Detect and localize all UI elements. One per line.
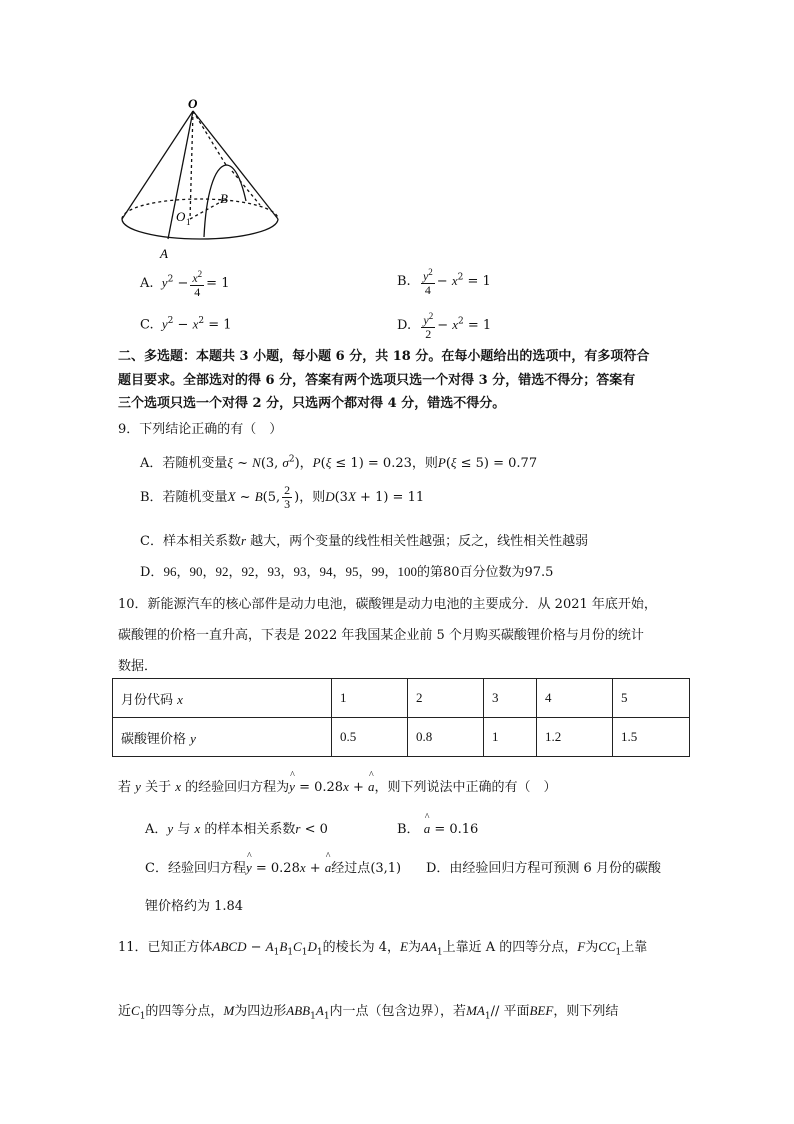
q8-option-b: B. $\frac{y^2}{4}$ − $x^2 = 1$ xyxy=(397,267,491,297)
label-B: B xyxy=(220,191,228,206)
q10-option-c: C．经验回归方程^ y = 0.28x + ^ a经过点(3,1) xyxy=(145,857,401,876)
table-cell: 3 xyxy=(484,679,537,718)
hidden-line-1 xyxy=(193,111,226,165)
q9-option-a: A．若随机变量ξ ~ N(3, $\sigma^2$)，P(ξ ≤ 1) = 0.23，则P(ξ ≤ 5) = 0.77 xyxy=(140,454,538,471)
option-letter: B. xyxy=(397,274,411,289)
q10-line2: 碳酸锂的价格一直升高，下表是 2022 年我国某企业前 5 个月购买碳酸锂价格与月份的统计 xyxy=(118,628,644,643)
section2-line3: 三个选项只选一个对得 2 分，只选两个都对得 4 分，错选不得分。 xyxy=(118,396,506,411)
label-A: A xyxy=(160,246,168,261)
q9-stem: 9．下列结论正确的有（ ） xyxy=(118,422,283,437)
table-cell: 0.5 xyxy=(332,718,408,757)
option-letter: A. xyxy=(140,276,154,291)
table-cell: 1 xyxy=(332,679,408,718)
q10-option-a: A．y 与 x 的样本相关系数r < 0 xyxy=(145,821,328,837)
q8-option-d: D. $\frac{y^2}{2}$ − $x^2 = 1$ xyxy=(397,311,492,341)
table-cell: 4 xyxy=(537,679,613,718)
label-O1: O xyxy=(176,209,186,224)
table-cell: 2 xyxy=(408,679,484,718)
q10-option-d-cont: 锂价格约为 1.84 xyxy=(145,899,244,914)
table-header-cell: 碳酸锂价格 y xyxy=(113,718,332,757)
q11-line2: 近$C_1$的四等分点，M为四边形$ABB_1A_1$内一点（包含边界），若$MA_1//$ 平面BEF，则下列结 xyxy=(118,1003,619,1022)
table-cell: 0.8 xyxy=(408,718,484,757)
label-O1-sub: 1 xyxy=(186,217,191,227)
cone-figure xyxy=(110,95,290,265)
q9-option-b: B．若随机变量X ~ B(5, $\frac{2}{3}$ )，则D(3X + 1) = 11 xyxy=(140,483,425,511)
cone-base-front xyxy=(122,219,278,239)
table-header-cell: 月份代码 x xyxy=(113,679,332,718)
table-cell: 1.5 xyxy=(613,718,690,757)
q8-option-c: C. $y^2 - x^2 = 1$ xyxy=(140,316,232,333)
cone-right-edge xyxy=(193,111,278,219)
q10-data-table xyxy=(112,678,690,757)
section2-line1: 二、多选题：本题共 3 小题，每小题 6 分，共 18 分。在每小题给出的选项中，有多项符合 xyxy=(118,349,650,364)
table-cell: 5 xyxy=(613,679,690,718)
q8-option-a: A. $y^2$ − $\frac{x^2}{4}$ = 1 xyxy=(140,269,230,299)
q9-option-c: C．样本相关系数r 越大，两个变量的线性相关性越强；反之，线性相关性越弱 xyxy=(140,533,589,549)
table-cell: 1 xyxy=(484,718,537,757)
q9-option-d: D．96，90，92，92，93，93，94，95，99，100的第80百分位数为97.5 xyxy=(140,564,554,580)
option-letter: C. xyxy=(140,317,154,333)
table-row xyxy=(113,718,690,757)
q10-regression-line: 若 y 关于 x 的经验回归方程为^ y = 0.28x + ^ a，则下列说法中正确的有（ ） xyxy=(118,776,557,795)
q10-line1: 10．新能源汽车的核心部件是动力电池，碳酸锂是动力电池的主要成分．从 2021 年底开始， xyxy=(118,597,657,612)
q11-line1: 11．已知正方体ABCD − $A_1B_1C_1D_1$的棱长为 4，E为$AA_1$上靠近 A 的四等分点，F为$CC_1$上靠 xyxy=(118,939,648,958)
section2-line2: 题目要求。全部选对的得 6 分，答案有两个选项只选一个对得 3 分，错选不得分；答案有 xyxy=(118,373,636,388)
q10-line3: 数据． xyxy=(118,659,158,674)
table-row xyxy=(113,679,690,718)
q10-option-d: D．由经验回归方程可预测 6 月份的碳酸 xyxy=(426,861,661,876)
option-letter: D. xyxy=(397,318,412,333)
cone-base-back xyxy=(122,199,278,219)
table-cell: 1.2 xyxy=(537,718,613,757)
q10-option-b: B． ^ a = 0.16 xyxy=(397,818,478,837)
label-O: O xyxy=(188,96,198,111)
